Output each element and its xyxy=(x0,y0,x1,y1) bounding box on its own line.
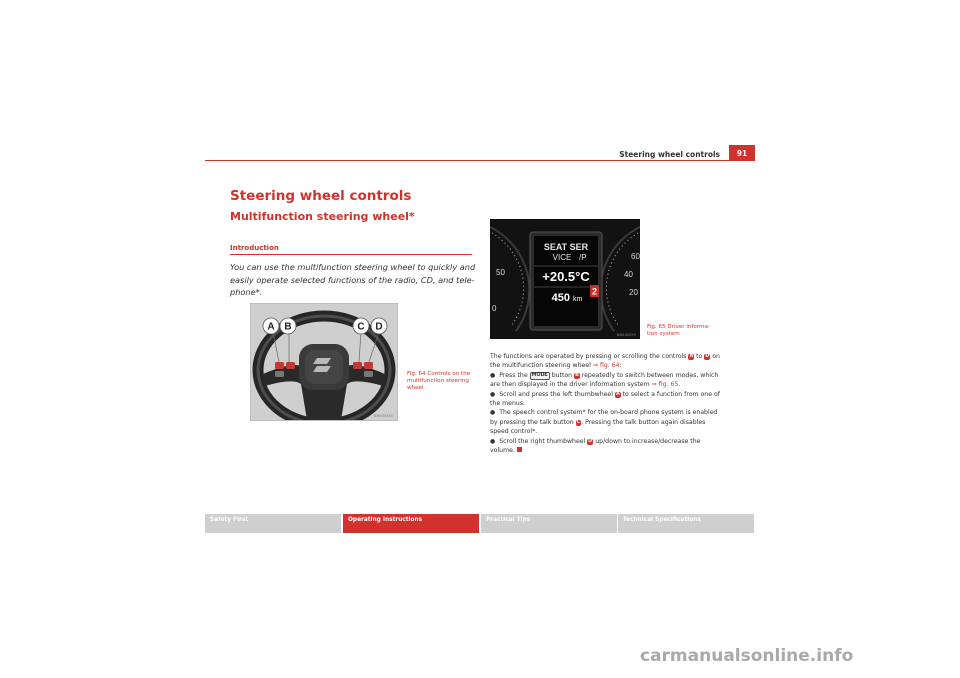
display-line-2: VICE xyxy=(552,253,572,262)
mode-key: MODE xyxy=(531,372,548,378)
gauge-right-tick: 60 xyxy=(631,252,640,261)
figure-64-caption: Fig. 64 Controls on the multifunction steering wheel xyxy=(407,371,471,391)
running-header-title: Steering wheel controls xyxy=(619,150,720,159)
right-thumbwheel-control xyxy=(353,362,362,369)
display-distance-unit: km xyxy=(573,296,583,303)
callout-a: A xyxy=(267,321,275,333)
bullet-icon: ● xyxy=(490,371,496,379)
body-paragraph: The functions are operated by pressing or scrolling the controls A to D on the multifunction steering wheel ⇒ fig. 64: xyxy=(490,353,720,370)
display-distance: 450 xyxy=(551,292,570,304)
list-item: ● Scroll the right thumbwheel D up/down to increase/decrease the volume. xyxy=(490,437,701,455)
intro-text: You can use the multifunction steering wheel to quickly and easily operate selected functions of the radio, CD, and tele-phone*. xyxy=(230,262,476,297)
driver-info-illustration xyxy=(490,219,640,339)
figure-code: B3M-00XXX xyxy=(373,414,393,418)
tab-safety-first[interactable]: Safety First xyxy=(205,514,341,533)
phone-icon: /P xyxy=(579,253,587,262)
control-a-key: A xyxy=(689,354,694,359)
control-a-key: A xyxy=(615,391,620,397)
driver-info-figure xyxy=(490,219,640,339)
steering-wheel-illustration xyxy=(251,304,397,420)
tab-technical-specifications[interactable]: Technical Specifications xyxy=(618,514,754,533)
list-item: ● Scroll and press the left thumbwheel A to select a function from one of the menus. xyxy=(490,390,720,408)
header-rule xyxy=(205,160,729,161)
callout-b: B xyxy=(284,321,292,333)
subsection-heading: Introduction xyxy=(230,244,279,252)
callout-c: C xyxy=(357,321,365,333)
body-text xyxy=(490,352,726,455)
display-line-1: SEAT SER xyxy=(543,242,589,252)
figure-code: B3M-00XXX xyxy=(616,333,636,337)
gauge-right-tick: 40 xyxy=(624,270,633,279)
bullet-icon: ● xyxy=(490,437,496,445)
display-gear: 2 xyxy=(591,286,598,297)
left-thumbwheel-control xyxy=(275,362,284,369)
chapter-heading: Steering wheel controls xyxy=(230,188,412,204)
tab-operating-instructions[interactable]: Operating Instructions xyxy=(343,514,479,533)
display-temperature: +20.5°C xyxy=(542,269,590,284)
gauge-right-tick: 20 xyxy=(629,288,638,297)
control-d-key: D xyxy=(705,354,710,359)
watermark: carmanualsonline.info xyxy=(640,646,854,666)
control-b-key: B xyxy=(575,372,579,378)
gauge-left-tick: 0 xyxy=(492,304,497,313)
subsection-rule xyxy=(230,254,472,255)
callout-d: D xyxy=(375,321,383,333)
section-heading: Multifunction steering wheel* xyxy=(230,210,415,223)
control-c-key: C xyxy=(576,419,581,425)
bullet-icon: ● xyxy=(490,390,496,398)
tab-practical-tips[interactable]: Practical Tips xyxy=(481,514,617,533)
page-number: 91 xyxy=(729,145,755,161)
list-item: ● The speech control system* for the on-board phone system is enabled by pressing the talk button C. Pressing the talk button again disables speed control*. xyxy=(490,409,718,436)
figure-64-reference[interactable]: ⇒ fig. 64 xyxy=(592,362,620,370)
gauge-left-tick: 50 xyxy=(496,268,505,277)
figure-65-caption: Fig. 65 Driver informa-tion system xyxy=(647,324,710,337)
bullet-icon: ● xyxy=(490,409,496,417)
steering-wheel-figure xyxy=(250,303,398,421)
list-item: ● Press the MODE button B repeatedly to switch between modes, which are then displayed in the driver information system ⇒ fig. 65. xyxy=(490,371,719,389)
section-end-icon xyxy=(517,447,522,452)
control-d-key: D xyxy=(588,438,593,444)
figure-65-reference[interactable]: ⇒ fig. 65 xyxy=(651,381,679,389)
